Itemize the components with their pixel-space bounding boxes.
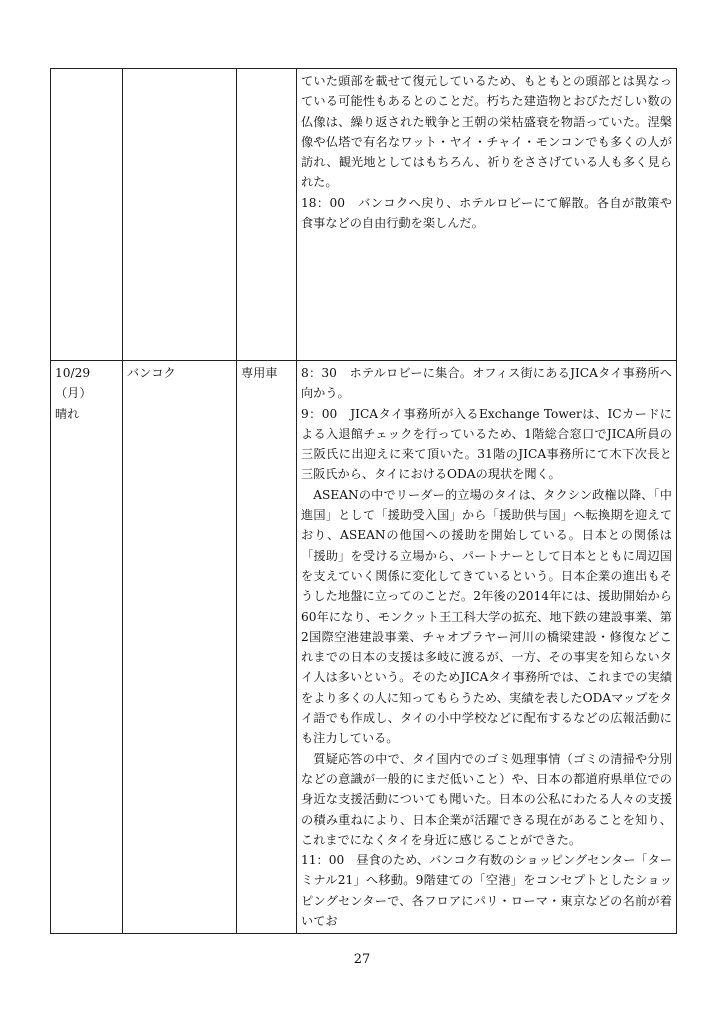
activity-cell bbox=[297, 361, 677, 934]
transport-cell bbox=[237, 69, 297, 361]
date-cell bbox=[51, 361, 123, 934]
transport-text: 専用車 bbox=[241, 366, 278, 380]
table-row bbox=[51, 361, 677, 934]
activity-paragraph: 質疑応答の中で、タイ国内でのゴミ処理事情（ゴミの清掃や分別などの意識が一般的にまだ低いこと）や、日本の都道府県単位での身近な支援活動についても聞いた。日本の公私にわたる人々の支援の積み重ねにより、日本企業が活躍できる現在があることを知り、これまでになくタイを身近に感じることができた。 bbox=[301, 751, 672, 847]
itinerary-table bbox=[50, 68, 677, 934]
activity-paragraph: 18：00 バンコクへ戻り、ホテルロビーにて解散。各自が散策や食事などの自由行動を楽しんだ。 bbox=[301, 195, 672, 231]
activity-paragraph: 9：00 JICAタイ事務所が入るExchange Towerは、ICカードによる入退館チェックを行っているため、1階総合窓口でJICA所員の三阪氏に出迎えに来て頂いた。31階のJICA事務所にて木下次長と三阪氏から、タイにおけるODAの現状を聞く。 bbox=[301, 406, 672, 482]
date-text: 10/29（月） bbox=[55, 366, 92, 401]
activity-paragraph: ASEANの中でリーダー的立場のタイは、タクシン政権以降、「中進国」として「援助受入国」から「援助供与国」へ転換期を迎えており、ASEANの他国への援助を開始している。日本との関係は「援助」を受ける立場から、パートナーとして日本とともに周辺国を支えていく関係に変化してきているという。日本企業の進出もそうした地盤に立ってのことだ。2年後の2014年には、援助開始から60年になり、モンクット王工科大学の拡充、地下鉄の建設事業、第2国際空港建設事業、チャオプラヤー河川の橋梁建設・修復などこれまでの日本の支援は多岐に渡るが、一方、その事実を知らないタイ人は多いという。そのためJICAタイ事務所では、これまでの実績をより多くの人に知ってもらうため、実績を表したODAマップをタイ語でも作成し、タイの小中学校などに配布するなどの広報活動にも注力している。 bbox=[301, 487, 672, 746]
place-cell bbox=[123, 69, 237, 361]
weather-text: 晴れ bbox=[55, 406, 80, 421]
activity-paragraph: 11：00 昼食のため、バンコク有数のショッピングセンター「ターミナル21」へ移動。9階建ての「空港」をコンセプトとしたショッピングセンターで、各フロアにパリ・ローマ・東京などの名前が着いてお bbox=[301, 853, 672, 929]
activity-paragraph: ていた頭部を載せて復元しているため、もともとの頭部とは異なっている可能性もあるとのことだ。朽ちた建造物とおびただしい数の仏像は、繰り返された戦争と王朝の栄枯盛衰を物語っていた。涅槃像や仏塔で有名なワット・ヤイ・チャイ・モンコンでも多くの人が訪れ、観光地としてはもちろん、祈りをささげている人も多く見られた。 bbox=[301, 74, 672, 190]
activity-cell bbox=[297, 69, 677, 361]
page-number: 27 bbox=[353, 952, 371, 967]
activity-paragraph: 8：30 ホテルロビーに集合。オフィス街にあるJICAタイ事務所へ向かう。 bbox=[301, 366, 672, 401]
place-text: バンコク bbox=[127, 366, 176, 380]
transport-cell bbox=[237, 361, 297, 934]
table-row bbox=[51, 69, 677, 361]
date-cell bbox=[51, 69, 123, 361]
place-cell bbox=[123, 361, 237, 934]
